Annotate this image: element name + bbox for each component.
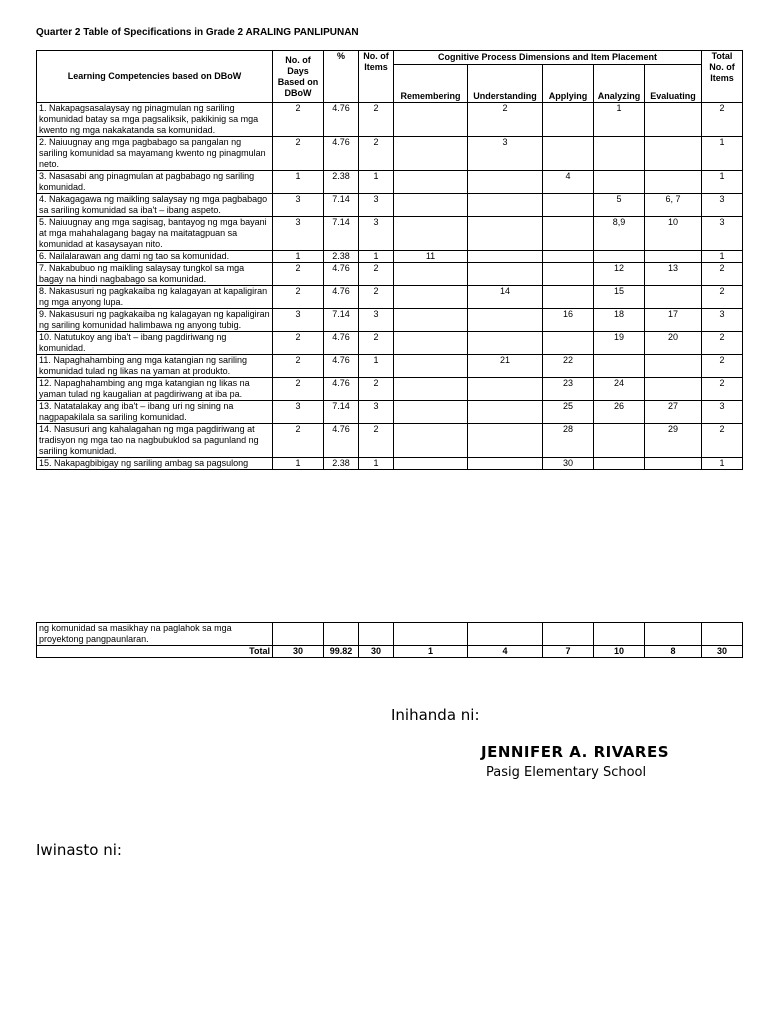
- cell-evaluating: 29: [645, 424, 702, 458]
- table-row: [37, 378, 743, 401]
- cell-days: 3: [273, 194, 324, 217]
- cell-days: 1: [273, 251, 324, 263]
- cell-understanding: [468, 194, 543, 217]
- cell-competency: 9. Nakasusuri ng pagkakaiba ng kalagayan ng kapaligiran ng sariling komunidad halimbawa ng anyong tubig.: [37, 309, 273, 332]
- cell-percent: 2.38: [324, 171, 359, 194]
- cell-competency: 3. Nasasabi ang pinagmulan at pagbabago ng sariling komunidad.: [37, 171, 273, 194]
- total-label: Total: [37, 646, 273, 658]
- table-row: [37, 217, 743, 251]
- table-row: [37, 263, 743, 286]
- cell-analyzing: [594, 458, 645, 470]
- cell-competency: 14. Nasusuri ang kahalagahan ng mga pagdiriwang at tradisyon ng mga tao na nagbubuklod sa pagunland ng sariling komunidad.: [37, 424, 273, 458]
- cell-remembering: 11: [394, 251, 468, 263]
- header-remembering: Remembering: [394, 65, 468, 103]
- cell-competency: 15. Nakapagbibigay ng sariling ambag sa pagsulong: [37, 458, 273, 470]
- cell-applying: 4: [543, 171, 594, 194]
- total-understanding: 4: [468, 646, 543, 658]
- cell-days: 2: [273, 103, 324, 137]
- cell-competency: 13. Natatalakay ang iba't – ibang uri ng sining na nagpapakilala sa sariling komunidad.: [37, 401, 273, 424]
- header-competency: Learning Competencies based on DBoW: [37, 51, 273, 103]
- table-row: [37, 171, 743, 194]
- cell-total: 3: [702, 309, 743, 332]
- cell-applying: 23: [543, 378, 594, 401]
- cell-understanding: 21: [468, 355, 543, 378]
- cell-total: 3: [702, 401, 743, 424]
- cell-total: 2: [702, 286, 743, 309]
- table-row: [37, 251, 743, 263]
- cell-analyzing: [594, 355, 645, 378]
- cell-understanding: [468, 263, 543, 286]
- cell-percent: 7.14: [324, 309, 359, 332]
- cell-analyzing: 15: [594, 286, 645, 309]
- cell-understanding: [468, 458, 543, 470]
- header-analyzing: Analyzing: [594, 65, 645, 103]
- cell-applying: [543, 332, 594, 355]
- cell-evaluating: [645, 286, 702, 309]
- cell-total: 2: [702, 263, 743, 286]
- total-analyzing: 10: [594, 646, 645, 658]
- cell-items: 2: [359, 332, 394, 355]
- cell-evaluating: [645, 137, 702, 171]
- cell-evaluating: [645, 103, 702, 137]
- table-row: [37, 332, 743, 355]
- cell-understanding: 2: [468, 103, 543, 137]
- cell-competency: 5. Naiuugnay ang mga sagisag, bantayog ng mga bayani at mga mahahalagang bagay na maitatagpuan sa komunidad at kasaysayan nito.: [37, 217, 273, 251]
- cell-percent: 7.14: [324, 217, 359, 251]
- cell-items: 2: [359, 103, 394, 137]
- cell-understanding: 14: [468, 286, 543, 309]
- cell-remembering: [394, 137, 468, 171]
- table-row-continuation: [37, 623, 743, 646]
- cell-items: 2: [359, 378, 394, 401]
- cell-percent: 4.76: [324, 355, 359, 378]
- checked-by-label: Iwinasto ni:: [36, 841, 122, 859]
- cell-remembering: [394, 171, 468, 194]
- cell-understanding: [468, 424, 543, 458]
- cell-remembering: [394, 332, 468, 355]
- cell-items: 2: [359, 424, 394, 458]
- cell-applying: 28: [543, 424, 594, 458]
- cell-analyzing: 1: [594, 103, 645, 137]
- cell-applying: 16: [543, 309, 594, 332]
- cell-days: 3: [273, 309, 324, 332]
- cell-evaluating: 10: [645, 217, 702, 251]
- cell-remembering: [394, 458, 468, 470]
- cell-items: 1: [359, 355, 394, 378]
- prepared-by-label: Inihanda ni:: [391, 706, 480, 724]
- document-title: Quarter 2 Table of Specifications in Grade 2 ARALING PANLIPUNAN: [36, 27, 359, 38]
- cell-understanding: [468, 309, 543, 332]
- cell-understanding: [468, 217, 543, 251]
- cell-percent: 4.76: [324, 378, 359, 401]
- cell-applying: 22: [543, 355, 594, 378]
- cell-days: 3: [273, 217, 324, 251]
- cell-evaluating: 27: [645, 401, 702, 424]
- cell-total: 2: [702, 378, 743, 401]
- cell-percent: 2.38: [324, 458, 359, 470]
- cell-days: 2: [273, 332, 324, 355]
- total-percent: 99.82: [324, 646, 359, 658]
- cell-items: 1: [359, 251, 394, 263]
- cell-days: 2: [273, 378, 324, 401]
- cell-items: 1: [359, 171, 394, 194]
- table-row: [37, 286, 743, 309]
- cell-days: 2: [273, 137, 324, 171]
- cell-items: 3: [359, 194, 394, 217]
- preparer-name: JENNIFER A. RIVARES: [481, 743, 670, 761]
- cell-analyzing: 12: [594, 263, 645, 286]
- cell-competency: 2. Naiuugnay ang mga pagbabago sa pangalan ng sariling komunidad sa mayamang kwento ng pinagmulan neto.: [37, 137, 273, 171]
- cell-analyzing: 5: [594, 194, 645, 217]
- cell-evaluating: [645, 355, 702, 378]
- cell-analyzing: 19: [594, 332, 645, 355]
- cell-understanding: [468, 378, 543, 401]
- total-days: 30: [273, 646, 324, 658]
- cell-items: 2: [359, 137, 394, 171]
- cell-percent: 4.76: [324, 286, 359, 309]
- header-applying: Applying: [543, 65, 594, 103]
- cell-understanding: 3: [468, 137, 543, 171]
- cell-total: 1: [702, 458, 743, 470]
- cell-understanding: [468, 332, 543, 355]
- cell-items: 3: [359, 401, 394, 424]
- cell-total: 1: [702, 171, 743, 194]
- cell-evaluating: 20: [645, 332, 702, 355]
- cell-days: 2: [273, 424, 324, 458]
- cell-remembering: [394, 401, 468, 424]
- cell-percent: 4.76: [324, 103, 359, 137]
- cell-applying: [543, 137, 594, 171]
- cell-evaluating: 6, 7: [645, 194, 702, 217]
- cell-remembering: [394, 424, 468, 458]
- header-evaluating: Evaluating: [645, 65, 702, 103]
- header-understanding: Understanding: [468, 65, 543, 103]
- cell-analyzing: [594, 137, 645, 171]
- cell-total: 2: [702, 332, 743, 355]
- specifications-table: [36, 50, 743, 470]
- table-body: [37, 103, 743, 470]
- cell-total: 2: [702, 103, 743, 137]
- cell-applying: [543, 286, 594, 309]
- total-applying: 7: [543, 646, 594, 658]
- cell-days: 1: [273, 458, 324, 470]
- total-items: 30: [359, 646, 394, 658]
- table-row: [37, 103, 743, 137]
- cell-days: 2: [273, 286, 324, 309]
- total-remembering: 1: [394, 646, 468, 658]
- cell-applying: 30: [543, 458, 594, 470]
- cell-analyzing: [594, 171, 645, 194]
- continuation-text: ng komunidad sa masikhay na paglahok sa mga proyektong pangpaunlaran.: [37, 623, 273, 646]
- cell-percent: 7.14: [324, 401, 359, 424]
- cell-analyzing: 24: [594, 378, 645, 401]
- table-row: [37, 309, 743, 332]
- cell-analyzing: 8,9: [594, 217, 645, 251]
- cell-applying: [543, 103, 594, 137]
- cell-remembering: [394, 309, 468, 332]
- cell-analyzing: [594, 251, 645, 263]
- header-cognitive: Cognitive Process Dimensions and Item Placement: [394, 51, 702, 65]
- cell-percent: 7.14: [324, 194, 359, 217]
- preparer-school: Pasig Elementary School: [486, 765, 647, 780]
- cell-days: 2: [273, 263, 324, 286]
- header-items: No. of Items: [359, 51, 394, 103]
- cell-evaluating: 17: [645, 309, 702, 332]
- total-total: 30: [702, 646, 743, 658]
- cell-competency: 6. Nailalarawan ang dami ng tao sa komunidad.: [37, 251, 273, 263]
- total-evaluating: 8: [645, 646, 702, 658]
- cell-analyzing: 26: [594, 401, 645, 424]
- cell-total: 1: [702, 251, 743, 263]
- table-row: [37, 137, 743, 171]
- cell-evaluating: [645, 458, 702, 470]
- cell-evaluating: [645, 251, 702, 263]
- cell-total: 3: [702, 194, 743, 217]
- cell-applying: [543, 194, 594, 217]
- cell-percent: 4.76: [324, 137, 359, 171]
- cell-understanding: [468, 171, 543, 194]
- cell-total: 2: [702, 424, 743, 458]
- cell-analyzing: [594, 424, 645, 458]
- specifications-table-continued: [36, 622, 743, 658]
- cell-remembering: [394, 355, 468, 378]
- cell-remembering: [394, 378, 468, 401]
- cell-items: 2: [359, 286, 394, 309]
- cell-remembering: [394, 103, 468, 137]
- cell-competency: 4. Nakagagawa ng maikling salaysay ng mga pagbabago sa sariling komunidad sa iba't – ibang aspeto.: [37, 194, 273, 217]
- cell-items: 2: [359, 263, 394, 286]
- table-row: [37, 458, 743, 470]
- cell-remembering: [394, 263, 468, 286]
- cell-remembering: [394, 286, 468, 309]
- cell-percent: 4.76: [324, 332, 359, 355]
- header-days: No. of Days Based on DBoW: [273, 51, 324, 103]
- cell-competency: 11. Napaghahambing ang mga katangian ng sariling komunidad tulad ng likas na yaman at produkto.: [37, 355, 273, 378]
- cell-remembering: [394, 194, 468, 217]
- cell-total: 2: [702, 355, 743, 378]
- cell-applying: [543, 263, 594, 286]
- cell-items: 3: [359, 217, 394, 251]
- cell-percent: 4.76: [324, 424, 359, 458]
- cell-days: 1: [273, 171, 324, 194]
- cell-remembering: [394, 217, 468, 251]
- cell-percent: 4.76: [324, 263, 359, 286]
- cell-understanding: [468, 251, 543, 263]
- table-row: [37, 194, 743, 217]
- cell-items: 1: [359, 458, 394, 470]
- cell-applying: 25: [543, 401, 594, 424]
- cell-competency: 7. Nakabubuo ng maikling salaysay tungkol sa mga bagay na hindi nagbabago sa komunidad.: [37, 263, 273, 286]
- cell-competency: 8. Nakasusuri ng pagkakaiba ng kalagayan at kapaligiran ng mga anyong lupa.: [37, 286, 273, 309]
- cell-total: 1: [702, 137, 743, 171]
- header-percent: %: [324, 51, 359, 103]
- cell-competency: 1. Nakapagsasalaysay ng pinagmulan ng sariling komunidad batay sa mga pagsaliksik, pakikinig sa mga kwento ng mga nakakatanda sa komunidad.: [37, 103, 273, 137]
- cell-competency: 12. Napaghahambing ang mga katangian ng likas na yaman tulad ng kaugalian at pagdiriwang at iba pa.: [37, 378, 273, 401]
- cell-applying: [543, 251, 594, 263]
- table-row: [37, 401, 743, 424]
- cell-evaluating: [645, 378, 702, 401]
- cell-evaluating: [645, 171, 702, 194]
- table-row: [37, 424, 743, 458]
- cell-days: 3: [273, 401, 324, 424]
- cell-evaluating: 13: [645, 263, 702, 286]
- cell-days: 2: [273, 355, 324, 378]
- cell-total: 3: [702, 217, 743, 251]
- cell-items: 3: [359, 309, 394, 332]
- cell-analyzing: 18: [594, 309, 645, 332]
- table-row: [37, 355, 743, 378]
- cell-percent: 2.38: [324, 251, 359, 263]
- header-total: Total No. of Items: [702, 51, 743, 103]
- cell-competency: 10. Natutukoy ang iba't – ibang pagdiriwang ng komunidad.: [37, 332, 273, 355]
- table-row-total: [37, 646, 743, 658]
- cell-understanding: [468, 401, 543, 424]
- cell-applying: [543, 217, 594, 251]
